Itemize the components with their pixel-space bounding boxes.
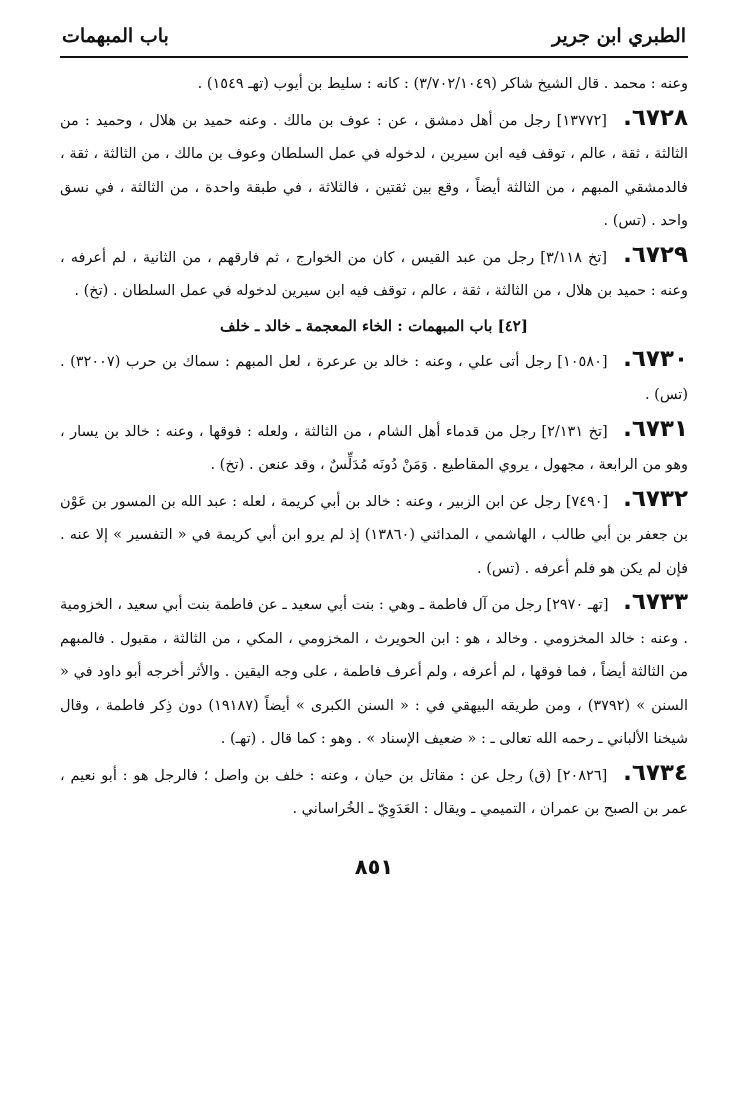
- entry-text: [٢٠٨٢٦] (ق) رجل عن : مقاتل بن حيان ، وعنه : خلف بن واصل ؛ فالرجل هو : أبو نعيم ، عمر بن الصبح بن عمران ، التميمي ـ ويقال : العَدَوِيّ ـ الخُراساني .: [60, 767, 688, 817]
- entry-number: ٦٧٣٠.: [623, 345, 688, 372]
- entry-6734: [60, 757, 688, 827]
- entry-6732: [60, 483, 688, 587]
- body-text: [60, 68, 688, 827]
- entry-number: ٦٧٣٤.: [623, 759, 689, 786]
- chapter-title: باب المبهمات: [62, 25, 169, 47]
- entry-text: [٧٤٩٠] رجل عن ابن الزبير ، وعنه : خالد بن أبي كريمة ، لعله : عبد الله بن المسور بن عَوْن بن جعفر بن أبي طالب ، الهاشمي ، المدائني (١٣٨٦٠) إذ لم يرو ابن أبي كريمة في « التفسير » إلا عنه . فإن لم يكن هو فلم أعرفه . (تس) .: [60, 493, 689, 577]
- entry-number: ٦٧٢٨.: [623, 104, 688, 131]
- entry-text: [تخ ٣/١١٨] رجل من عبد القيس ، كان من الخوارج ، ثم فارقهم ، من الثانية ، لم أعرفه ، وعنه : حميد بن هلال ، من الثالثة ، ثقة ، عالم ، توقف فيه ابن سيرين لدخوله في عمل السلطان . (تخ) .: [60, 249, 688, 299]
- section-heading: [٤٢] باب المبهمات : الخاء المعجمة ـ خالد ـ خلف: [220, 316, 528, 335]
- entry-6731: [60, 413, 688, 483]
- entry-number: ٦٧٢٩.: [623, 241, 688, 268]
- running-head: [60, 22, 688, 58]
- entry-text: [١٠٥٨٠] رجل أتى علي ، وعنه : خالد بن عرعرة ، لعل المبهم : سماك بن حرب (٣٢٠٠٧) . (تس) .: [60, 353, 688, 403]
- entry-6729: [60, 239, 688, 309]
- entry-6728: [60, 102, 688, 239]
- entry-number: ٦٧٣٣.: [623, 589, 688, 615]
- page: [60, 22, 688, 879]
- page-number: ٨٥١: [354, 854, 394, 879]
- book-title: الطبري ابن جرير: [551, 25, 686, 47]
- entry-number: ٦٧٣١.: [623, 415, 688, 442]
- entry-6730: [60, 343, 688, 413]
- entry-6733: [60, 586, 688, 757]
- entry-text: [تهـ ٢٩٧٠] رجل من آل فاطمة ـ وهي : بنت أبي سعيد ـ عن فاطمة بنت أبي سعيد ، الخزومية . وعنه : خالد المخزومي . وخالد ، هو : ابن الحويرث ، المخزومي ، المكي ، من الثالثة ، مقبول . فالمبهم من الثالثة أيضاً ، فما فوقها ، لم أعرفه ، ولم أعرف فاطمة ، على وجه اليقين . والأثر أخرجه أبو داود في « السنن » (٣٧٩٢) ، ومن طريقه البيهقي في : « السنن الكبرى » أيضاً (١٩١٨٧) دون ذِكر فاطمة ، وقال شيخنا الألباني ـ رحمه الله تعالى ـ : « ضعيف الإسناد » . وهو : كما قال . (تهـ) .: [59, 597, 688, 747]
- entry-text: [١٣٧٧٢] رجل من أهل دمشق ، عن : عوف بن مالك . وعنه حميد بن هلال ، وحميد : من الثالثة ، ثقة ، عالم ، توقف فيه ابن سيرين ، لدخوله في عمل السلطان وعوف بن مالك ، من الثالثة ، ثقة ، فالدمشقي المبهم ، من الثالثة أيضاً ، وقع بين ثقتين ، فالثلاثة ، في طبقة واحدة ، من الثالثة ، في نسق واحد . (تس) .: [60, 112, 688, 229]
- entry-number: ٦٧٣٢.: [623, 485, 688, 512]
- entry-text: [تخ ٢/١٣١] رجل من قدماء أهل الشام ، من الثالثة ، ولعله : فوقها ، وعنه : خالد بن يسار ، وهو من الرابعة ، مجهول ، يروي المقاطيع . وَمَنْ دُونَه مُدَلِّسٌ ، وقد عنعن . (تخ) .: [60, 423, 688, 473]
- intro-paragraph: وعنه : محمد . قال الشيخ شاكر (٣/٧٠٢/١٠٤٩) : كانه : سليط بن أيوب (تهـ ١٥٤٩) .: [197, 76, 688, 92]
